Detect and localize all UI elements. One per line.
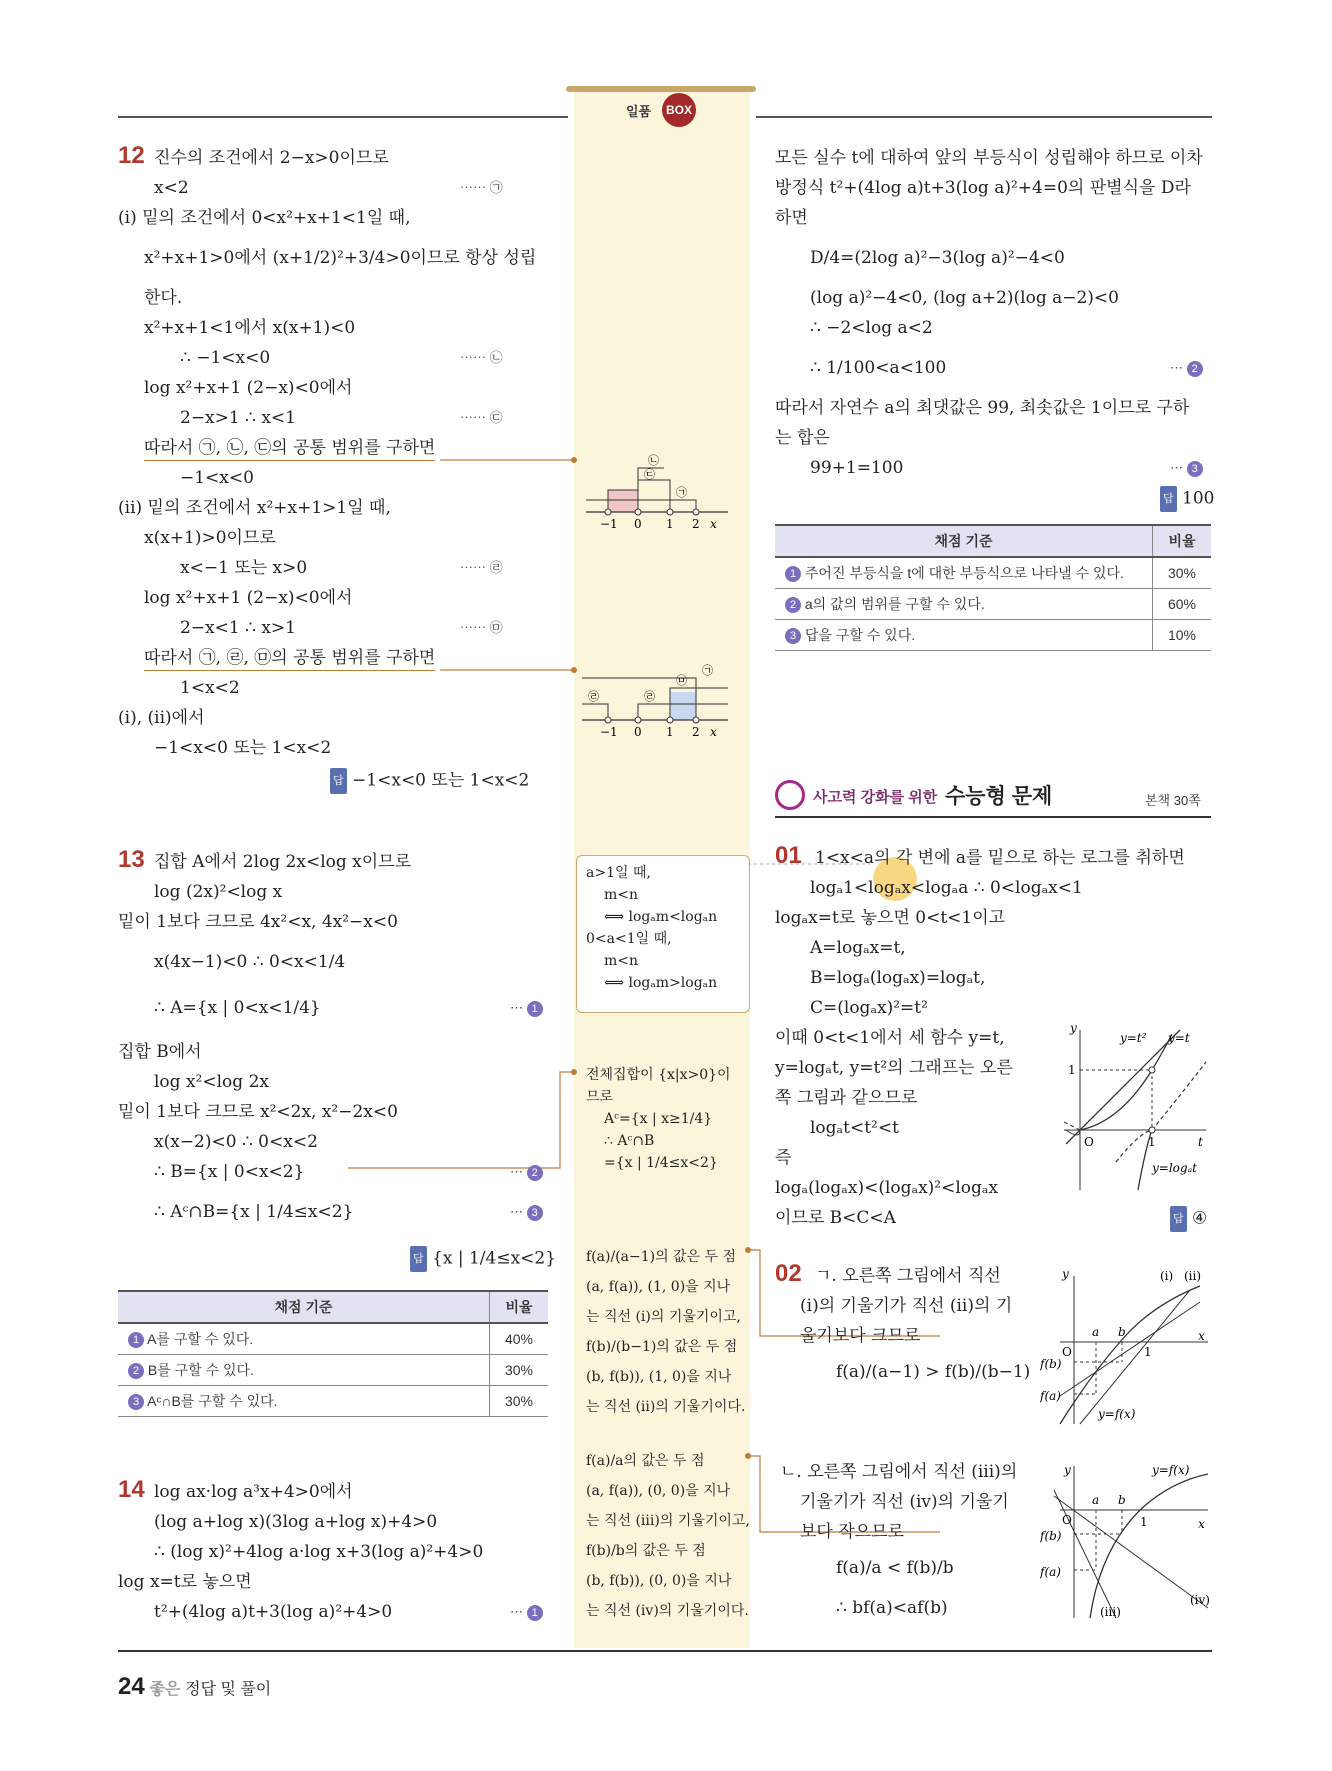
svg-text:t: t (1198, 1135, 1203, 1149)
svg-text:f(a): f(a) (1040, 1389, 1061, 1403)
svg-text:(i): (i) (1160, 1269, 1174, 1283)
solution-line: ㄱ. 오른쪽 그림에서 직선 (815, 1266, 1001, 1286)
footer (118, 1673, 271, 1701)
solution-line: 집합 B에서 (118, 1042, 202, 1062)
solution-line: −1<x<0 (180, 468, 254, 488)
solution-line: 진수의 조건에서 2−x>0이므로 (154, 148, 389, 168)
svg-text:x: x (1198, 1329, 1205, 1343)
solution-line: logₐt<t²<t (810, 1118, 899, 1138)
equation-mark: ⋯⋯ ㉣ (460, 560, 503, 575)
solution-line: 방정식 t²+(4log a)t+3(log a)²+4=0의 판별식을 D라 (775, 178, 1191, 198)
table-row: 1 A를 구할 수 있다. 40% (118, 1323, 548, 1355)
grading-table-13 (118, 1290, 548, 1417)
solution-line: x²+x+1<1에서 x(x+1)<0 (144, 318, 356, 338)
solution-line: ∴ −2<log a<2 (810, 318, 933, 338)
table-row: 2 B를 구할 수 있다. 30% (118, 1355, 548, 1386)
solution-line: ∴ 1/100<a<100 (810, 358, 947, 378)
shaded-region (670, 692, 696, 720)
curve-f (1060, 1286, 1200, 1424)
solution-line: ∴ B={x | 0<x<2} (154, 1162, 305, 1182)
side-note-slope-2: f(a)/a의 값은 두 점 (a, f(a)), (0, 0)을 지나 는 직선 (iii)의 기울기이고, f(b)/b의 값은 두 점 (b, f(b)), (0, 0)을 지나 는 직선 (iv)의 기울기이다. (586, 1453, 750, 1619)
step-number-icon: 3 (527, 1205, 543, 1221)
svg-text:y: y (1070, 1022, 1077, 1035)
solution-line: 울기보다 크므로 (800, 1326, 921, 1346)
region-label: ㉣ (588, 690, 599, 703)
tick-label: 2 (692, 517, 700, 531)
svg-text:O: O (1084, 1135, 1094, 1149)
graph-02-b (1040, 1460, 1212, 1620)
step-mark: ⋯ 3 (1170, 456, 1203, 480)
solution-line: logₐx=t로 놓으면 0<t<1이고 (775, 908, 1006, 928)
solution-line: logₐ1<logₐx<logₐa ∴ 0<logₐx<1 (810, 878, 1083, 898)
solution-line: log ax·log a³x+4>0에서 (154, 1482, 353, 1502)
solution-line: −1<x<0 또는 1<x<2 (154, 738, 332, 758)
step-mark: ⋯ 3 (510, 1200, 543, 1224)
svg-text:f(b): f(b) (1040, 1529, 1062, 1543)
solution-line: x²+x+1>0에서 (x+1/2)²+3/4>0이므로 항상 성립 (144, 248, 537, 268)
svg-text:1: 1 (1144, 1345, 1152, 1359)
solution-line: ∴ Aᶜ∩B={x | 1/4≤x<2} (154, 1202, 354, 1222)
step-number-icon: 1 (527, 1605, 543, 1621)
svg-text:y: y (1062, 1267, 1069, 1281)
graph-01 (1060, 1022, 1210, 1192)
shaded-region (608, 490, 638, 512)
step-mark: ⋯ 1 (510, 1600, 543, 1624)
svg-text:(ii): (ii) (1184, 1269, 1202, 1283)
solution-line: log x=t로 놓으면 (118, 1572, 252, 1592)
svg-text:(iv): (iv) (1190, 1593, 1210, 1607)
solution-line: (i)의 기울기가 직선 (ii)의 기 (800, 1296, 1013, 1316)
side-note-complement: 전체집합이 {x|x>0}이 므로 Aᶜ={x | x≥1/4} ∴ Aᶜ∩B ={x | 1/4≤x<2} (586, 1067, 731, 1171)
solution-line: 한다. (144, 288, 183, 308)
svg-text:a: a (1092, 1493, 1100, 1507)
box-label: 일품 (626, 104, 652, 119)
solution-line: 모든 실수 t에 대하여 앞의 부등식이 성립해야 하므로 이차 (775, 148, 1203, 168)
graph-02-a (1040, 1266, 1212, 1426)
tick-label: 1 (666, 725, 674, 739)
svg-text:f(a): f(a) (1040, 1565, 1061, 1579)
solution-line: 는 합은 (775, 428, 830, 448)
question-number: 14 (118, 1476, 145, 1503)
footer-title: 정답 및 풀이 (185, 1681, 272, 1698)
svg-text:(iii): (iii) (1100, 1605, 1121, 1619)
box-badge: BOX (662, 93, 696, 127)
step-mark: ⋯ 2 (1170, 356, 1203, 380)
side-note-slope-1: f(a)/(a−1)의 값은 두 점 (a, f(a)), (1, 0)을 지나 는 직선 (i)의 기울기이고, f(b)/(b−1)의 값은 두 점 (b, f(b)), (1, 0)을 지나 는 직선 (ii)의 기울기이다. (586, 1249, 746, 1415)
table-row: 1 주어진 부등식을 t에 대한 부등식으로 나타낼 수 있다. 30% (775, 557, 1211, 589)
svg-text:O: O (1062, 1513, 1072, 1527)
axis-variable: x (710, 725, 717, 739)
svg-text:y=t: y=t (1168, 1031, 1190, 1045)
svg-text:y=f(x): y=f(x) (1152, 1463, 1190, 1477)
equation-mark: ⋯⋯ ㉤ (460, 620, 503, 635)
curve-log (1116, 1062, 1206, 1162)
line-iv (1054, 1496, 1208, 1608)
solution-line: 쪽 그림과 같으므로 (775, 1088, 918, 1108)
table-header: 채점 기준 (118, 1291, 490, 1323)
tick-label: −1 (600, 725, 618, 739)
region-label: ㉤ (676, 674, 687, 687)
table-row: 2 a의 값의 범위를 구할 수 있다. 60% (775, 589, 1211, 620)
svg-text:b: b (1118, 1493, 1126, 1507)
solution-line: 2−x>1 ∴ x<1 (180, 408, 296, 428)
solution-line: f(a)/(a−1) > f(b)/(b−1) (836, 1362, 1031, 1382)
solution-line: 따라서 ㉠, ㉣, ㉤의 공통 범위를 구하면 (144, 646, 435, 671)
equation-mark: ⋯⋯ ㉢ (460, 410, 503, 425)
svg-text:f(b): f(b) (1040, 1357, 1062, 1371)
svg-text:1: 1 (1140, 1515, 1148, 1529)
solution-line: ∴ bf(a)<af(b) (836, 1598, 948, 1618)
solution-line: ㄴ. 오른쪽 그림에서 직선 (iii)의 (780, 1462, 1018, 1482)
equation-mark: ⋯⋯ ㉠ (460, 180, 503, 195)
side-note-log-rule: a>1일 때, m<n ⟺ logₐm<logₐn 0<a<1일 때, m<n ⟺ logₐm>logₐn (586, 865, 718, 991)
equation-mark: ⋯⋯ ㉡ (460, 350, 503, 365)
solution-line: (log a)²−4<0, (log a+2)(log a−2)<0 (810, 288, 1119, 308)
region-label: ㉠ (702, 664, 713, 677)
solution-line: 하면 (775, 208, 808, 228)
solution-line: ∴ −1<x<0 (180, 348, 271, 368)
question-number: 13 (118, 846, 145, 873)
answer-line (1160, 486, 1215, 512)
solution-line: x(x−2)<0 ∴ 0<x<2 (154, 1132, 318, 1152)
footer-rule (118, 1650, 1212, 1652)
solution-line: y=logₐt, y=t²의 그래프는 오른 (775, 1058, 1013, 1078)
grading-table-14 (775, 524, 1211, 651)
line-iii (1054, 1490, 1116, 1618)
svg-text:a: a (1092, 1325, 1100, 1339)
solution-line: x(4x−1)<0 ∴ 0<x<1/4 (154, 952, 346, 972)
solution-line: ∴ A={x | 0<x<1/4} (154, 998, 321, 1018)
number-line-2 (578, 660, 748, 740)
step-mark: ⋯ 2 (510, 1160, 543, 1184)
solution-line: 밑이 1보다 크므로 4x²<x, 4x²−x<0 (118, 912, 398, 932)
section-prefix: 사고력 강화를 위한 (813, 789, 938, 806)
tick-label: 1 (666, 517, 674, 531)
solution-line: x<2 (154, 178, 189, 198)
solution-line: C=(logₐx)²=t² (810, 998, 928, 1018)
solution-line: (log a+log x)(3log a+log x)+4>0 (154, 1512, 438, 1532)
svg-text:x: x (1198, 1517, 1205, 1531)
solution-line: log x²<log 2x (154, 1072, 269, 1092)
solution-line: 따라서 자연수 a의 최댓값은 99, 최솟값은 1이므로 구하 (775, 398, 1190, 418)
solution-line: t²+(4log a)t+3(log a)²+4>0 (154, 1602, 393, 1622)
question-number: 12 (118, 142, 145, 169)
svg-text:y=f(x): y=f(x) (1098, 1407, 1136, 1421)
svg-text:O: O (1062, 1345, 1072, 1359)
question-number: 02 (775, 1260, 802, 1287)
solution-line: 1<x<2 (180, 678, 240, 698)
answer-line (410, 1246, 556, 1272)
solution-line: (ii) 밑의 조건에서 x²+x+1>1일 때, (118, 498, 391, 518)
tick-label: 0 (634, 725, 642, 739)
solution-line: 즉 (775, 1148, 792, 1168)
answer-tag: 답 (1160, 486, 1177, 512)
solution-line: 기울기가 직선 (iv)의 기울기 (800, 1492, 1009, 1512)
answer-value: 100 (1182, 488, 1215, 509)
solution-line: x(x+1)>0이므로 (144, 528, 276, 548)
solution-line: logₐ(logₐx)<(logₐx)²<logₐx (775, 1178, 999, 1198)
answer-value: ④ (1192, 1208, 1208, 1229)
svg-text:y: y (1064, 1463, 1071, 1477)
table-header: 채점 기준 (775, 525, 1153, 557)
region-label: ㉡ (648, 454, 659, 467)
solution-line: 99+1=100 (810, 458, 904, 478)
solution-line: (i), (ii)에서 (118, 708, 205, 728)
step-number-icon: 1 (527, 1001, 543, 1017)
solution-line: 따라서 ㉠, ㉡, ㉢의 공통 범위를 구하면 (144, 436, 435, 461)
step-number-icon: 2 (527, 1165, 543, 1181)
region-label: ㉠ (676, 486, 687, 499)
answer-line (1170, 1206, 1207, 1232)
svg-text:y=t²: y=t² (1120, 1031, 1147, 1045)
solution-line: 이므로 B<C<A (775, 1208, 896, 1228)
answer-tag: 답 (330, 768, 347, 794)
region-label: ㉢ (644, 468, 655, 481)
section-ref: 본책 30쪽 (1145, 793, 1201, 808)
svg-text:b: b (1118, 1325, 1126, 1339)
solution-line: A=logₐx=t, (810, 938, 906, 958)
step-number-icon: 2 (1187, 361, 1203, 377)
solution-line: log x²+x+1 (2−x)<0에서 (144, 378, 353, 398)
table-header: 비율 (1153, 525, 1212, 557)
answer-tag: 답 (1170, 1206, 1187, 1232)
solution-line: log x²+x+1 (2−x)<0에서 (144, 588, 353, 608)
solution-line: (i) 밑의 조건에서 0<x²+x+1<1일 때, (118, 208, 411, 228)
answer-value: {x | 1/4≤x<2} (432, 1248, 557, 1269)
curve-y-t (1066, 1030, 1180, 1144)
table-row: 3 Aᶜ∩B를 구할 수 있다. 30% (118, 1386, 548, 1417)
line-ii (1060, 1302, 1200, 1396)
step-mark: ⋯ 1 (510, 996, 543, 1020)
svg-text:1: 1 (1148, 1135, 1156, 1149)
target-icon (775, 780, 805, 810)
svg-text:y=logₐt: y=logₐt (1152, 1161, 1197, 1175)
tick-label: −1 (600, 517, 618, 531)
solution-line: 집합 A에서 2log 2x<log x이므로 (154, 852, 412, 872)
tick-label: 2 (692, 725, 700, 739)
brand: 좋은 (149, 1681, 181, 1698)
table-row: 3 답을 구할 수 있다. 10% (775, 620, 1211, 651)
svg-text:1: 1 (1068, 1063, 1076, 1077)
solution-line: 2−x<1 ∴ x>1 (180, 618, 296, 638)
region-label: ㉣ (644, 690, 655, 703)
axis-variable: x (710, 517, 717, 531)
page-number: 24 (118, 1673, 145, 1700)
answer-value: −1<x<0 또는 1<x<2 (352, 770, 530, 791)
section-title: 수능형 문제 (945, 785, 1053, 808)
solution-line: x<−1 또는 x>0 (180, 558, 308, 578)
question-number: 01 (775, 842, 802, 869)
solution-line: log (2x)²<log x (154, 882, 283, 902)
solution-line: ∴ (log x)²+4log a·log x+3(log a)²+4>0 (154, 1542, 484, 1562)
tick-label: 0 (634, 517, 642, 531)
solution-line: 1<x<a의 각 변에 a를 밑으로 하는 로그를 취하면 (815, 848, 1185, 868)
answer-tag: 답 (410, 1246, 427, 1272)
table-header: 비율 (490, 1291, 549, 1323)
solution-line: 밑이 1보다 크므로 x²<2x, x²−2x<0 (118, 1102, 398, 1122)
solution-line: f(a)/a < f(b)/b (836, 1558, 954, 1578)
solution-line: D/4=(2log a)²−3(log a)²−4<0 (810, 248, 1065, 268)
step-number-icon: 3 (1187, 461, 1203, 477)
solution-line: 보다 작으므로 (800, 1522, 904, 1542)
solution-line: B=logₐ(logₐx)=logₐt, (810, 968, 986, 988)
solution-line: 이때 0<t<1에서 세 함수 y=t, (775, 1028, 1005, 1048)
number-line-1 (578, 452, 748, 532)
